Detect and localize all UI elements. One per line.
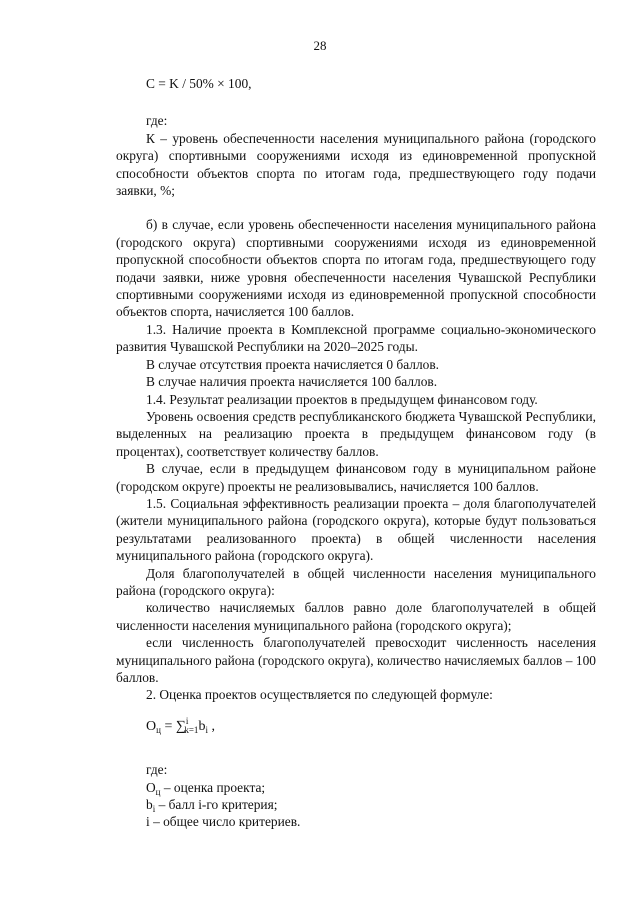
- where-label-2: где:: [146, 762, 168, 778]
- sum-symbol: ∑: [175, 718, 186, 734]
- paragraph-count: количество начисляемых баллов равно доле благополучателей в общей численности населения муниципального района (городского округа);: [116, 600, 596, 633]
- formula-c: C = K / 50% × 100,: [146, 76, 252, 91]
- definition-b: $b_i$ – балл i-го критерия;: [146, 797, 278, 815]
- paragraph-exceed: если численность благополучателей превосходит численность населения муниципального района (городского округа), количество начисляемых баллов – 100 баллов.: [116, 635, 596, 685]
- definition-o: $О_ц$ – оценка проекта;: [146, 779, 266, 797]
- definition-k: К – уровень обеспеченности населения муниципального района (городского округа) спортивными сооружениями исходя из единовременной пропускной способности объектов спорта по итогам года, предшествующего году подачи заявки, %;: [116, 130, 596, 199]
- paragraph-2: 2. Оценка проектов осуществляется по следующей формуле:: [146, 687, 493, 703]
- paragraph-1-4: 1.4. Результат реализации проектов в предыдущем финансовом году.: [146, 391, 538, 407]
- paragraph-present: В случае наличия проекта начисляется 100 баллов.: [146, 374, 438, 390]
- document-body: [116, 75, 596, 831]
- paragraph-level: Уровень освоения средств республиканского бюджета Чувашской Республики, выделенных на реализацию проекта в предыдущем финансовом году (в процентах), соответствует количеству баллов.: [116, 408, 596, 459]
- where-label: где:: [146, 113, 168, 129]
- page-number: 28: [313, 38, 327, 53]
- definition-i: i – общее число критериев.: [146, 814, 301, 830]
- paragraph-1-3: 1.3. Наличие проекта в Комплексной программе социально-экономического развития Чувашской Республики на 2020–2025 годы.: [116, 321, 596, 355]
- paragraph-not-implemented: В случае, если в предыдущем финансовом году в муниципальном районе (городском округе) проекты не реализовывались, начисляется 100 баллов.: [116, 461, 596, 494]
- paragraph-share: Доля благополучателей в общей численности населения муниципального района (городского округа):: [116, 565, 596, 598]
- paragraph-absent: В случае отсутствия проекта начисляется 0 баллов.: [146, 356, 439, 372]
- paragraph-b: б) в случае, если уровень обеспеченности населения муниципального района (городского округа) спортивными сооружениями исходя из единовременной пропускной способности объектов спорта по итогам года, предшествующего году подачи заявки, ниже уровня обеспеченности населения Чувашской Республики спортивными сооружениями исходя из единовременной пропускной способности объектов спорта, начисляется 100 баллов.: [116, 217, 596, 320]
- paragraph-1-5: 1.5. Социальная эффективность реализации проекта – доля благополучателей (жители муниципального района (городского округа), которые будут пользоваться результатами реализованного проекта) в общей численности населения муниципального района (городского округа).: [116, 495, 596, 564]
- formula-sum: $О_ц = \sum^i_{k=1}b_i$ ,: [146, 715, 215, 735]
